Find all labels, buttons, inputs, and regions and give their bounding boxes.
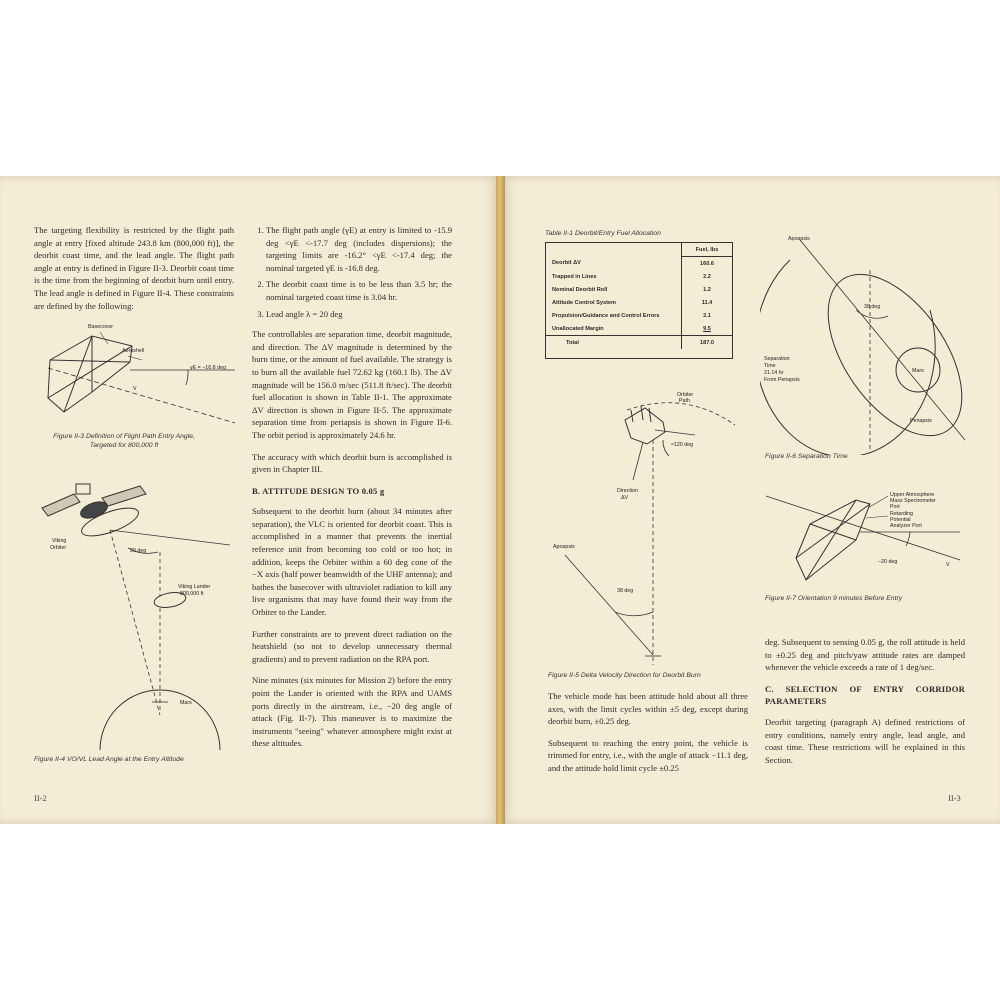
table-row bbox=[546, 322, 732, 336]
uams-label-3: Port bbox=[890, 504, 900, 510]
row-value: 9.5 bbox=[682, 322, 733, 336]
list-item: 2. The deorbit coast time is to be less than 3.5 hr; the nominal targeted coast time is 3.04 hr. bbox=[266, 278, 452, 303]
table-header: Fuel, lbs bbox=[682, 243, 733, 257]
paragraph: The targeting flexibility is restricted by the flight path angle at entry [fixed altitude 243.8 km (800,000 ft)], the deorbit coast time, and the lead angle. The flight path angle at entry is defined in Figure II-3. Deorbit coast time is the time from the beginning of deorbit burn until entry. The lead angle is defined in Figure II-4. These constraints are defined by the following: bbox=[34, 225, 234, 311]
lander-altitude-label: 800,000 ft bbox=[180, 591, 204, 597]
caption-line: Figure II-3 Definition of Flight Path Entry Angle, bbox=[53, 433, 195, 440]
row-label: Nominal Deorbit Roll bbox=[552, 286, 608, 293]
velocity-label: V bbox=[946, 562, 950, 568]
section-heading-c: C. SELECTION OF ENTRY CORRIDOR PARAMETERS bbox=[765, 683, 965, 707]
from-periapsis-label: From Periapsis bbox=[764, 377, 800, 383]
figure-II-3-flight-path-angle bbox=[30, 318, 245, 433]
row-value: 2.1 bbox=[682, 309, 733, 322]
rpa-label-2: Potential bbox=[890, 517, 911, 523]
figure-II-6-caption: Figure II-6 Separation Time bbox=[765, 453, 848, 460]
fuel-allocation-table bbox=[545, 242, 733, 359]
book-gutter bbox=[496, 176, 505, 824]
angle-120-label: ≈120 deg bbox=[671, 442, 694, 448]
gamma-label: γE = −16.8 deg bbox=[190, 365, 226, 371]
angle-38-label: 38 deg bbox=[864, 304, 881, 310]
paragraph: The accuracy with which deorbit burn is accomplished is given in Chapter III. bbox=[252, 451, 452, 475]
basecover-label: Basecover bbox=[88, 324, 114, 330]
figure-II-7-caption: Figure II-7 Orientation 9 minutes Before Entry bbox=[765, 595, 903, 602]
apoapsis-label: Apoapsis bbox=[553, 544, 575, 550]
orbiter-label: Orbiter bbox=[50, 545, 67, 551]
figure-II-5-caption: Figure II-5 Delta Velocity Direction for Deorbit Burn bbox=[548, 672, 701, 679]
angle-38-label: 38 deg bbox=[617, 588, 634, 594]
row-value: 160.6 bbox=[682, 257, 733, 271]
paragraph: The vehicle mode has been attitude hold about all three axes, with the limit cycles within ±5 deg, except during deorbit burn, ±0.25 deg. bbox=[548, 691, 748, 727]
figure-II-4-lead-angle bbox=[30, 470, 245, 755]
row-label: Unallocated Margin bbox=[552, 325, 604, 332]
table-row bbox=[546, 283, 732, 296]
left-column-2 bbox=[252, 224, 452, 759]
rpa-label-3: Analyzer Port bbox=[890, 523, 922, 529]
page-number-right: II-3 bbox=[948, 793, 961, 803]
table-row bbox=[546, 336, 732, 350]
figure-II-5-delta-velocity bbox=[545, 380, 745, 670]
paragraph: Subsequent to reaching the entry point, the vehicle is trimmed for entry, i.e., with the angle of attack −11.1 deg, and the attitude hold limit cycle ±0.25 bbox=[548, 737, 748, 773]
angle-label: −20 deg bbox=[878, 559, 898, 565]
list-item: 1. The flight path angle (γE) at entry is limited to -15.9 deg <γE <-17.7 deg (includes dispersions); the targeting limits are -16.2° <γE <-17.4 deg; the nominal targeted γE is -16.8 deg. bbox=[266, 224, 452, 274]
table-row bbox=[546, 270, 732, 283]
paragraph: Further constraints are to prevent direct radiation on the heatshield (so not to develop unnecessary thermal gradients) and to prevent radiation on the RPA port. bbox=[252, 628, 452, 664]
table-title: Table II-1 Deorbit/Entry Fuel Allocation bbox=[545, 230, 661, 237]
section-heading-b: B. ATTITUDE DESIGN TO 0.05 g bbox=[252, 485, 385, 496]
figure-II-4-caption: Figure II-4 VO/VL Lead Angle at the Entry Altitude bbox=[34, 756, 184, 763]
row-value: 1.2 bbox=[682, 283, 733, 296]
right-column-1 bbox=[548, 690, 748, 784]
constraints-list bbox=[252, 224, 452, 320]
time-label: Time bbox=[764, 363, 776, 369]
left-column-1 bbox=[34, 224, 234, 321]
paragraph: deg. Subsequent to sensing 0.05 g, the roll attitude is held to ±0.25 deg and pitch/yaw attitude rates are damped whenever the vehicle exceeds a rate of 1 deg/sec. bbox=[765, 637, 965, 673]
figure-II-3-caption bbox=[34, 432, 214, 450]
mars-label: Mars bbox=[912, 368, 924, 374]
viking-lander-label: Viking Lander bbox=[178, 584, 211, 590]
row-label: Deorbit ΔV bbox=[552, 260, 581, 267]
caption-line: Targeted for 800,000 ft bbox=[89, 442, 159, 449]
apoapsis-label: Apoapsis bbox=[788, 236, 810, 242]
orbiter-path-label-2: Path bbox=[679, 398, 690, 404]
row-label: Attitude Control System bbox=[552, 299, 617, 306]
table-corner bbox=[546, 243, 682, 257]
periapsis-label: Periapsis bbox=[910, 418, 932, 424]
figure-II-7-orientation bbox=[760, 488, 975, 593]
uams-label-1: Upper Atmosphere bbox=[890, 492, 935, 498]
mars-label: Mars bbox=[180, 700, 192, 706]
direction-label: Direction bbox=[617, 488, 638, 494]
paragraph: Subsequent to the deorbit burn (about 34 minutes after separation), the VLC is oriented for deorbit coast. This is accomplished in a manner that prevents the inertial reference unit from becoming too cold or too hot; in addition, keeps the Orbiter within a 60 deg cone of the −X axis (half power beamwidth of the UHF antenna); and bathes the basecover with ultraviolet radiation to kill any live organisms that may have found their way from the Orbiter to the Lander. bbox=[252, 506, 452, 618]
paragraph: Deorbit targeting (paragraph A) defined restrictions of entry conditions, namely entry angle, lead angle, and coast time. These restrictions will be explained in this Section. bbox=[765, 716, 965, 765]
delta-v-label: ΔV bbox=[621, 495, 629, 501]
table-row bbox=[546, 296, 732, 309]
row-label: Propulsion/Guidance and Control Errors bbox=[552, 312, 660, 319]
row-label: Total bbox=[566, 339, 579, 346]
row-value: 187.0 bbox=[682, 336, 733, 350]
table-row bbox=[546, 257, 732, 271]
right-column-2 bbox=[765, 636, 965, 775]
hours-label: 21.14 hr bbox=[764, 370, 784, 376]
velocity-label: V bbox=[133, 386, 137, 392]
viking-label: Viking bbox=[52, 538, 67, 544]
uams-label-2: Mass Spectrometer bbox=[890, 498, 936, 504]
paragraph: Nine minutes (six minutes for Mission 2) before the entry point the Lander is oriented with the RPA and UAMS ports directly in the airstream, i.e., −20 deg angle of attack (Fig. II-7). This maneuver is to maximize the instruments "seeing" whatever atmosphere might exist at these altitudes. bbox=[252, 675, 452, 749]
orbiter-path-label: Orbiter bbox=[677, 392, 694, 398]
list-item: 3. Lead angle λ = 20 deg bbox=[266, 308, 452, 321]
rpa-label-1: Retarding bbox=[890, 511, 913, 517]
page-number-left: II-2 bbox=[34, 793, 47, 803]
row-value: 2.2 bbox=[682, 270, 733, 283]
row-label: Trapped in Lines bbox=[552, 273, 597, 280]
separation-label: Separation bbox=[764, 356, 790, 362]
figure-II-6-separation-time bbox=[760, 230, 975, 455]
table-row bbox=[546, 309, 732, 322]
lead-angle-label: 20 deg bbox=[130, 548, 147, 554]
row-value: 11.4 bbox=[682, 296, 733, 309]
paragraph: The controllables are separation time, deorbit magnitude, and direction. The ΔV magnitude is determined by the burn time, or the amount of fuel available. The strategy is to burn all the available fuel 72.62 kg (160.1 lb). The ΔV magnitude will be 156.0 m/sec (511.8 ft/sec). The deorbit fuel allocation is shown in Table II-1. The approximate ΔV direction is shown in Figure II-5. The approximate separation time from periapsis is shown in Figure II-6. The orbit period is approximately 24.6 hr. bbox=[252, 329, 452, 440]
aeroshell-label: Aeroshell bbox=[122, 348, 145, 354]
